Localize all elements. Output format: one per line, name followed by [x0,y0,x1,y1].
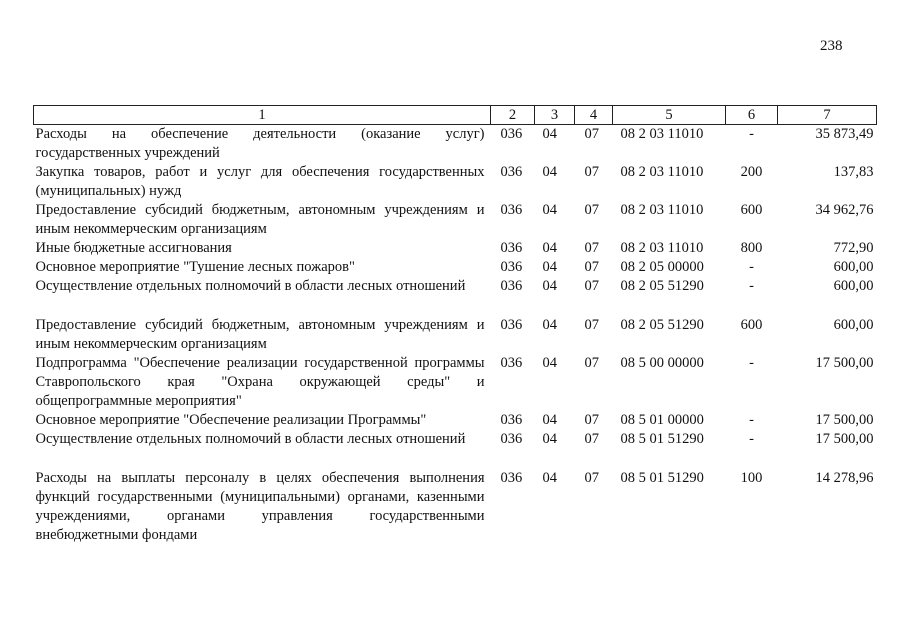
target-article-code: 08 2 03 11010 [620,164,704,180]
expense-type-code: - [749,355,754,371]
section-code: 04 [542,240,557,256]
ministry-code: 036 [500,470,523,486]
subsection-code: 07 [584,202,599,218]
amount: 137,83 [833,164,874,180]
table-row [34,430,877,449]
column-header-4: 4 [575,106,613,125]
section-code: 04 [542,202,557,218]
subsection-code: 07 [584,278,599,294]
table-row [34,469,877,545]
row-name: Расходы на обеспечение деятельности (оказание услуг) государственных учреждений [35,126,485,161]
ministry-code: 036 [500,164,523,180]
ministry-code: 036 [500,202,523,218]
amount: 600,00 [833,317,874,333]
expense-type-code: 200 [740,164,763,180]
subsection-code: 07 [584,317,599,333]
row-name: Осуществление отдельных полномочий в области лесных отношений [35,431,466,447]
subsection-code: 07 [584,126,599,142]
table-row [34,201,877,239]
row-name: Предоставление субсидий бюджетным, автономным учреждениям и иным некоммерческим организациям [35,317,485,352]
target-article-code: 08 2 05 51290 [620,278,704,294]
target-article-code: 08 5 01 00000 [620,412,704,428]
expense-type-code: 800 [740,240,763,256]
section-code: 04 [542,126,557,142]
subsection-code: 07 [584,259,599,275]
column-header-7: 7 [778,106,877,125]
column-header-1: 1 [34,106,491,125]
row-spacer [34,449,877,469]
column-header-3: 3 [535,106,575,125]
amount: 34 962,76 [815,202,874,218]
table-row [34,163,877,201]
row-name: Основное мероприятие "Обеспечение реализации Программы" [35,412,427,428]
table-row [34,239,877,258]
ministry-code: 036 [500,240,523,256]
amount: 35 873,49 [815,126,874,142]
amount: 17 500,00 [815,355,874,371]
ministry-code: 036 [500,412,523,428]
row-name: Подпрограмма "Обеспечение реализации государственной программы Ставропольского края "Охрана окружающей среды" и общепрограммные мероприятия" [35,355,485,409]
expense-type-code: 600 [740,202,763,218]
subsection-code: 07 [584,412,599,428]
amount: 14 278,96 [815,470,874,486]
subsection-code: 07 [584,470,599,486]
row-name: Основное мероприятие "Тушение лесных пожаров" [35,259,355,275]
section-code: 04 [542,470,557,486]
ministry-code: 036 [500,126,523,142]
expense-type-code: - [749,278,754,294]
ministry-code: 036 [500,259,523,275]
row-spacer [34,296,877,316]
subsection-code: 07 [584,431,599,447]
subsection-code: 07 [584,164,599,180]
expense-type-code: - [749,431,754,447]
target-article-code: 08 2 03 11010 [620,240,704,256]
target-article-code: 08 2 03 11010 [620,126,704,142]
table-row [34,411,877,430]
column-header-2: 2 [491,106,535,125]
target-article-code: 08 2 05 00000 [620,259,704,275]
section-code: 04 [542,412,557,428]
column-header-6: 6 [726,106,778,125]
expense-type-code: 600 [740,317,763,333]
row-name: Осуществление отдельных полномочий в области лесных отношений [35,278,466,294]
row-name: Иные бюджетные ассигнования [35,240,232,256]
target-article-code: 08 5 01 51290 [620,431,704,447]
table-header-row [34,106,877,125]
amount: 600,00 [833,259,874,275]
amount: 17 500,00 [815,431,874,447]
table-row [34,316,877,354]
table-row [34,354,877,411]
amount: 17 500,00 [815,412,874,428]
expense-type-code: - [749,259,754,275]
expense-type-code: 100 [740,470,763,486]
target-article-code: 08 5 00 00000 [620,355,704,371]
page-number: 238 [820,38,843,54]
table-row [34,125,877,164]
section-code: 04 [542,355,557,371]
section-code: 04 [542,259,557,275]
column-header-5: 5 [613,106,726,125]
table-row [34,277,877,296]
ministry-code: 036 [500,278,523,294]
ministry-code: 036 [500,317,523,333]
expense-type-code: - [749,412,754,428]
target-article-code: 08 5 01 51290 [620,470,704,486]
section-code: 04 [542,164,557,180]
section-code: 04 [542,431,557,447]
expense-type-code: - [749,126,754,142]
row-name: Расходы на выплаты персоналу в целях обеспечения выполнения функций государственными (муниципальными) органами, казенными учреждениями, органами управления государственными внебюджетными фондами [35,470,485,543]
subsection-code: 07 [584,355,599,371]
subsection-code: 07 [584,240,599,256]
section-code: 04 [542,317,557,333]
amount: 600,00 [833,278,874,294]
target-article-code: 08 2 03 11010 [620,202,704,218]
budget-table [33,105,877,545]
target-article-code: 08 2 05 51290 [620,317,704,333]
ministry-code: 036 [500,431,523,447]
row-name: Закупка товаров, работ и услуг для обеспечения государственных (муниципальных) нужд [35,164,485,199]
amount: 772,90 [833,240,874,256]
table-row [34,258,877,277]
section-code: 04 [542,278,557,294]
ministry-code: 036 [500,355,523,371]
row-name: Предоставление субсидий бюджетным, автономным учреждениям и иным некоммерческим организациям [35,202,485,237]
